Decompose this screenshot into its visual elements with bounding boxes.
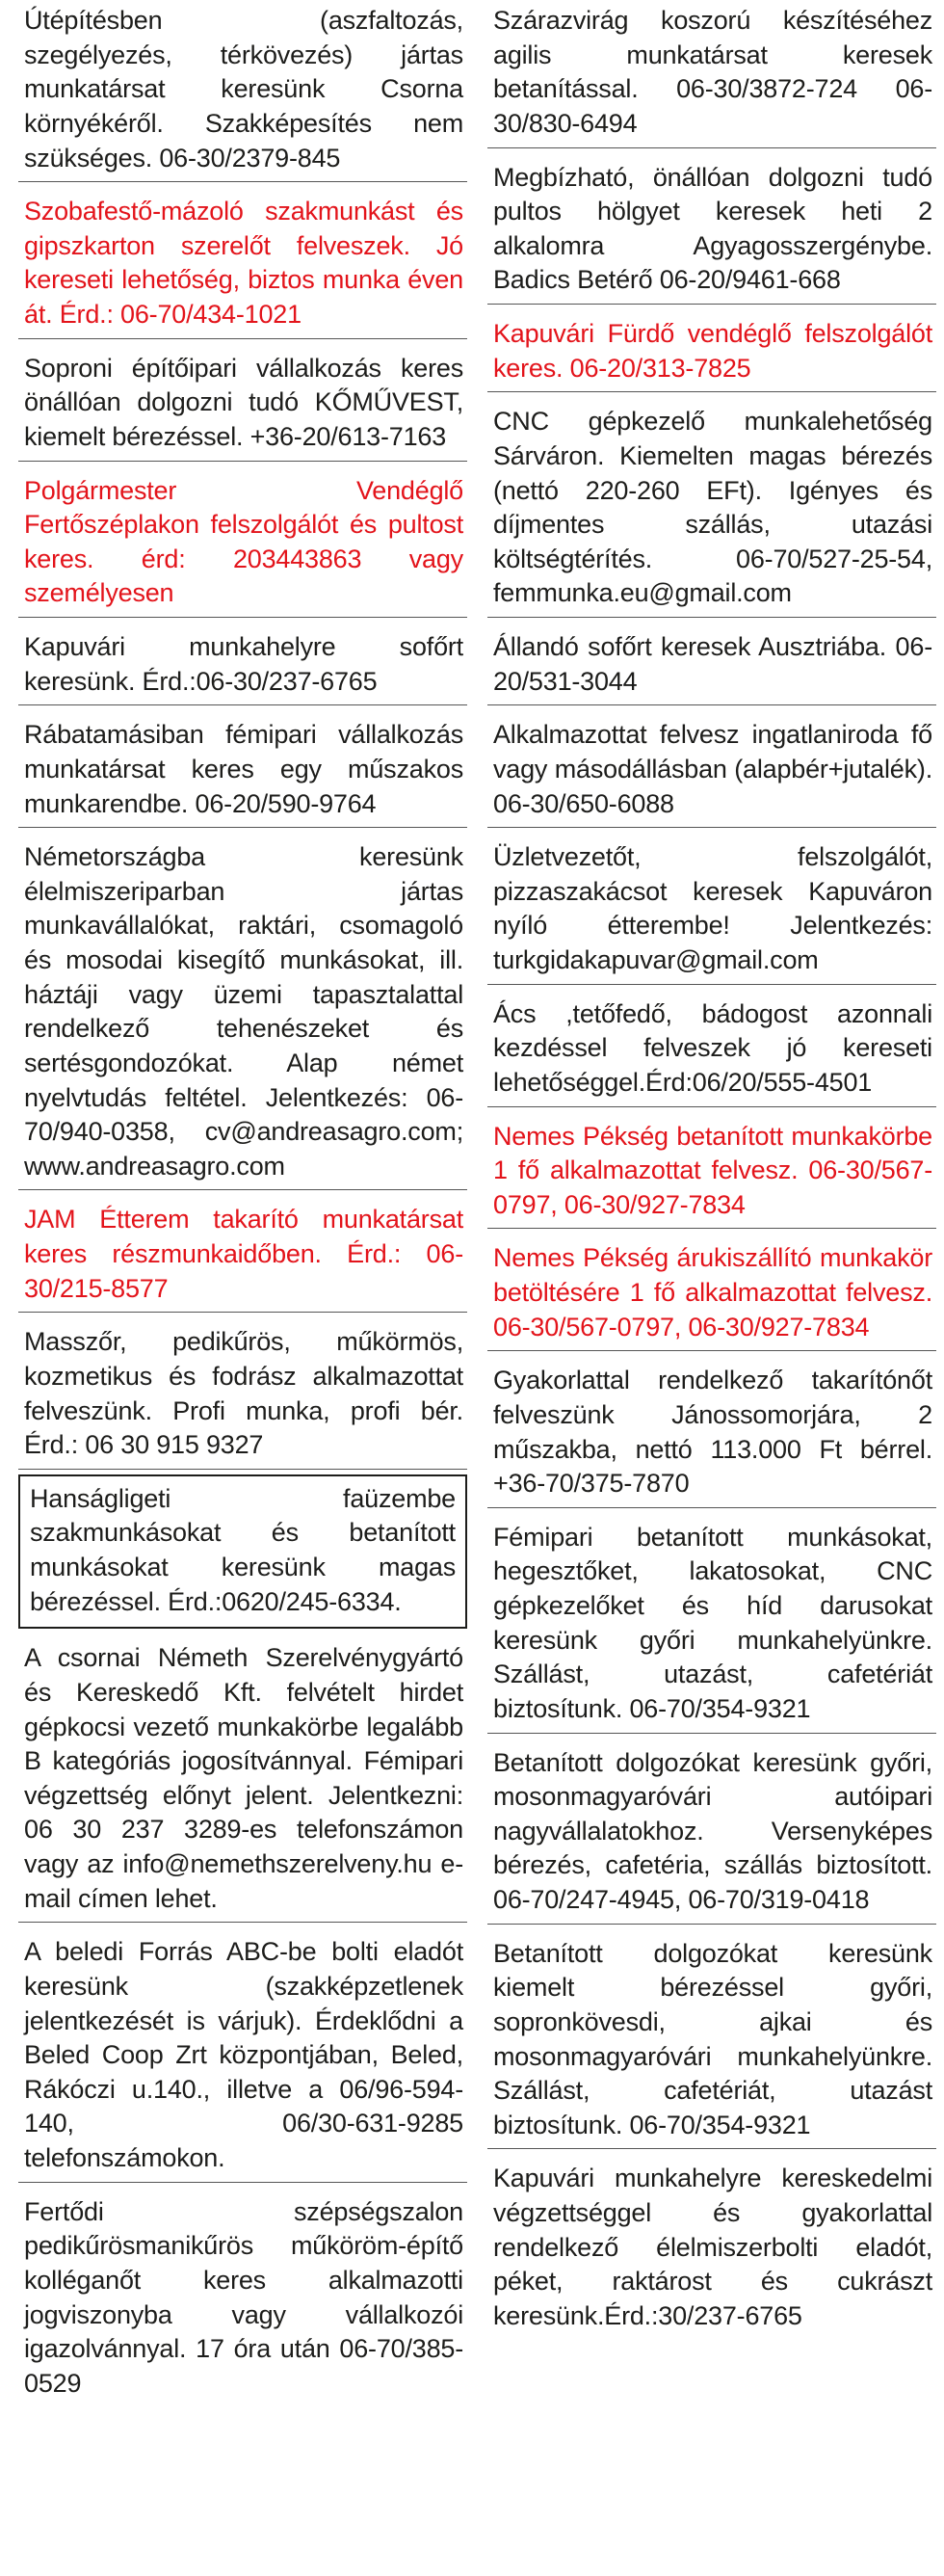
ad-text: Fémipari betanított munkásokat, hegesztőket, lakatosokat, CNC gépkezelőket és híd darusokat keresünk győri munkahelyünkre. Szállást, utazást, cafetériát biztosítunk. 06-70/354-9321 (493, 1522, 932, 1723)
right-ads-column (487, 0, 936, 2349)
classified-ad (18, 470, 467, 619)
classified-ad (18, 837, 467, 1190)
classified-ad (487, 0, 936, 148)
ad-text: JAM Étterem takarító munkatársat keres részmunkaidőben. Érd.: 06-30/215-8577 (24, 1205, 463, 1303)
classified-ad (487, 626, 936, 705)
classified-ad (18, 348, 467, 462)
ad-text: Polgármester Vendéglő Fertőszéplakon felszolgálót és pultost keres. érd: 203443863 vagy személyesen (24, 475, 463, 608)
classified-ad (487, 1933, 936, 2150)
ad-text: Hanságligeti faüzembe szakmunkásokat és betanított munkásokat keresünk magas bérezéssel. Érd.:0620/245-6334. (30, 1483, 456, 1616)
ad-text: Nemes Pékség betanított munkakörbe 1 fő alkalmazottat felvesz. 06-30/567-0797, 06-30/927-7834 (493, 1121, 932, 1219)
ad-text: Betanított dolgozókat keresünk kiemelt bérezéssel győri, sopronkövesdi, ajkai és mosonmagyaróvári munkahelyünkre. Szállást, cafetériát, utazást biztosítunk. 06-70/354-9321 (493, 1938, 932, 2139)
classified-ad (487, 157, 936, 305)
ad-text: CNC gépkezelő munkalehetőség Sárváron. Kiemelten magas bérezés (nettó 220-260 EFt). Igényes és díjmentes szállás, utazási költségtérítés. 06-70/527-25-54, femmunka.eu@gmail.com (493, 407, 932, 608)
classified-ad (18, 191, 467, 339)
ad-text: Nemes Pékség árukiszállító munkakör betöltésére 1 fő alkalmazottat felvesz. 06-30/567-0797, 06-30/927-7834 (493, 1243, 932, 1341)
classified-ad (18, 2191, 467, 2407)
ad-text: Kapuvári munkahelyre sofőrt keresünk. Érd.:06-30/237-6765 (24, 632, 463, 696)
classified-ad (18, 626, 467, 705)
classified-ad (487, 1517, 936, 1734)
classified-ad (487, 2158, 936, 2339)
ad-text: Állandó sofőrt keresek Ausztriába. 06-20/531-3044 (493, 632, 932, 696)
ad-text: Németországba keresünk élelmiszeriparban jártas munkavállalókat, raktári, csomagoló és mosodai kisegítő munkásokat, ill. háztáji vagy üzemi tapasztalattal rendelkező tehenészeket és sertésgondozókat. Alap német nyelvtudás feltétel. Jelentkezés: 06-70/940-0358, cv@andreasagro.com; www.andreasagro.com (24, 842, 463, 1181)
classified-ad (487, 401, 936, 618)
classified-ad (18, 1931, 467, 2182)
classified-ad (487, 1116, 936, 1230)
classified-ad (487, 1360, 936, 1508)
classified-ad (18, 1321, 467, 1470)
ad-text: Üzletvezetőt, felszolgálót, pizzaszakácsot keresek Kapuváron nyíló étterembe! Jelentkezés: turkgidakapuvar@gmail.com (493, 842, 932, 974)
ad-text: Alkalmazottat felvesz ingatlaniroda fő vagy másodállásban (alapbér+jutalék). 06-30/650-6088 (493, 720, 932, 818)
classified-ad (487, 837, 936, 985)
classified-ad (18, 1199, 467, 1313)
ad-text: A beledi Forrás ABC-be bolti eladót keresünk (szakképzetlenek jelentkezését is várjuk). Érdeklődni a Beled Coop Zrt központjában, Beled, Rákóczi u.140., illetve a 06/96-594-140, 06/30-631-9285 telefonszámokon. (24, 1937, 463, 2172)
ad-text: Gyakorlattal rendelkező takarítónőt felveszünk Jánossomorjára, 2 műszakba, nettó 113.000 Ft bérrel. +36-70/375-7870 (493, 1366, 932, 1499)
ad-text: Ács ,tetőfedő, bádogost azonnali kezdéssel felveszek jó kereseti lehetőséggel.Érd:06/20/555-4501 (493, 998, 932, 1097)
classified-ad (18, 1637, 467, 1923)
left-ads-column (18, 0, 467, 2415)
ad-text: Útépítésben (aszfaltozás, szegélyezés, térkövezés) jártas munkatársat keresünk Csorna környékéről. Szakképesítés nem szükséges. 06-30/2379-845 (24, 6, 463, 173)
ad-text: Megbízható, önállóan dolgozni tudó pultos hölgyet keresek heti 2 alkalomra Agyagosszergénybe. Badics Betérő 06-20/9461-668 (493, 162, 932, 295)
ad-text: Betanított dolgozókat keresünk győri, mosonmagyaróvári autóipari nagyvállalatokhoz. Versenyképes bérezés, cafetéria, szállás biztosított. 06-70/247-4945, 06-70/319-0418 (493, 1747, 932, 1914)
classified-ad (487, 994, 936, 1107)
classified-ad (487, 714, 936, 828)
classified-ad (487, 1742, 936, 1925)
ad-text: Kapuvári Fürdő vendéglő felszolgálót keres. 06-20/313-7825 (493, 319, 932, 383)
ad-text: Kapuvári munkahelyre kereskedelmi végzettséggel és gyakorlattal rendelkező élelmiszerbolti eladót, péket, raktárost és cukrászt keresünk.Érd.:30/237-6765 (493, 2164, 932, 2330)
ad-text: Masszőr, pedikűrös, műkörmös, kozmetikus és fodrász alkalmazottat felveszünk. Profi munka, profi bér. Érd.: 06 30 915 9327 (24, 1327, 463, 1460)
classified-ad (18, 0, 467, 182)
classified-ad (18, 714, 467, 828)
ad-text: Fertődi szépségszalon pedikűrösmanikűrös műköröm-építő kolléganőt keres alkalmazotti jogviszonyba vagy vállalkozói igazolvánnyal. 17 óra után 06-70/385-0529 (24, 2196, 463, 2398)
ad-text: Szárazvirág koszorú készítéséhez agilis munkatársat keresek betanítással. 06-30/3872-724 06-30/830-6494 (493, 6, 932, 138)
classified-ad (487, 313, 936, 392)
ad-text: Soproni építőipari vállalkozás keres önállóan dolgozni tudó KŐMŰVEST, kiemelt bérezéssel. +36-20/613-7163 (24, 353, 463, 451)
ad-text: Szobafestő-mázoló szakmunkást és gipszkarton szerelőt felveszek. Jó kereseti lehetőség, biztos munka éven át. Érd.: 06-70/434-1021 (24, 197, 463, 329)
ad-text: A csornai Németh Szerelvénygyártó és Kereskedő Kft. felvételt hirdet gépkocsi vezető munkakörbe legalább B kategóriás jogosítvánnyal. Fémipari végzettség előnyt jelent. Jelentkezni: 06 30 237 3289-es telefonszámon vagy az info@nemethszerelveny.hu e-mail címen lehet. (24, 1643, 463, 1913)
classified-ad (487, 1237, 936, 1351)
classified-ad (18, 1474, 467, 1630)
ad-text: Rábatamásiban fémipari vállalkozás munkatársat keres egy műszakos munkarendbe. 06-20/590-9764 (24, 720, 463, 818)
